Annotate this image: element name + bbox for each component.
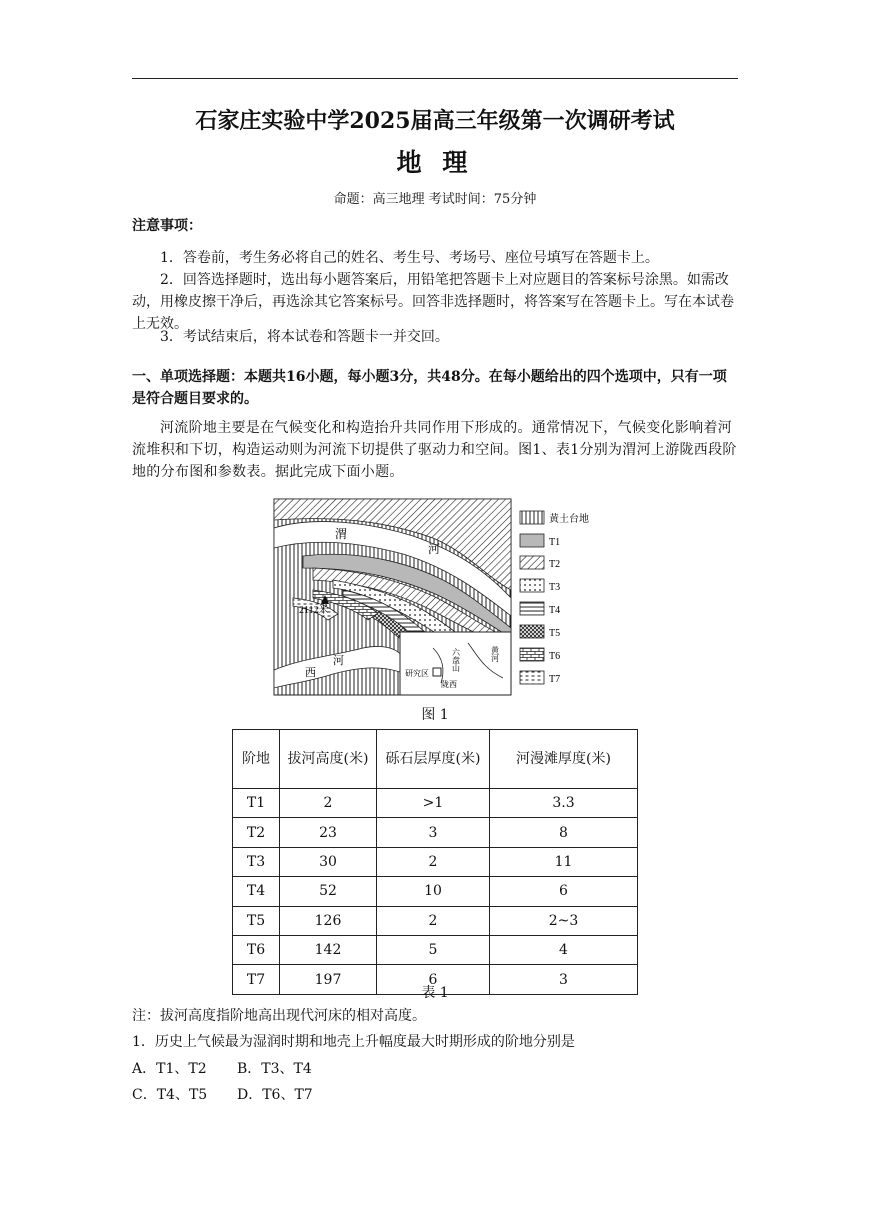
table-cell: 142 <box>280 935 377 964</box>
table-body <box>233 789 638 995</box>
legend-t3: T3 <box>549 582 561 593</box>
inset-liupan-label: 六盘山 <box>451 648 461 672</box>
xi-river-char2: 河 <box>333 654 344 667</box>
legend-t7: T7 <box>549 674 561 685</box>
notice-item-3: 3．考试结束后，将本试卷和答题卡一并交回。 <box>160 329 449 345</box>
subject-title: 地 理 <box>396 148 474 177</box>
table-cell: 126 <box>280 906 377 935</box>
table-row <box>233 818 638 847</box>
peak-label: 2112米 <box>299 605 329 616</box>
exam-meta: 命题：高三地理 考试时间：75分钟 <box>333 192 537 207</box>
legend-t4: T4 <box>549 605 561 616</box>
xi-river-char1: 西 <box>305 666 316 679</box>
table-cell: T4 <box>233 877 280 906</box>
option-c: C．T4、T5 <box>132 1087 208 1103</box>
figure-caption: 图 1 <box>421 707 449 723</box>
legend-t6: T6 <box>549 651 561 662</box>
terrace-map <box>273 498 613 698</box>
notice-item-2: 2．回答选择题时，选出每小题答案后，用铅笔把答题卡上对应题目的答案标号涂黑。如需改动，用橡皮擦干净后，再选涂其它答案标号。回答非选择题时，将答案写在答题卡上。写在本试卷上无效。 <box>132 272 734 332</box>
table-cell: 2 <box>280 789 377 818</box>
inset-study-area-label: 研究区 <box>405 669 429 678</box>
terrace-parameter-table <box>232 729 638 995</box>
table-cell: >1 <box>377 789 490 818</box>
wei-river-char1: 渭 <box>335 527 348 541</box>
question1-stem: 1．历史上气候最为湿润时期和地壳上升幅度最大时期形成的阶地分别是 <box>132 1034 575 1050</box>
col-gravel: 砾石层厚度(米) <box>377 730 490 789</box>
inset-longxi-label: 陇西 <box>441 680 457 689</box>
table-cell: 11 <box>490 847 638 876</box>
map-legend <box>520 511 589 685</box>
section1-passage: 河流阶地主要是在气候变化和构造抬升共同作用下形成的。通常情况下，气候变化影响着河流堆积和下切，构造运动则为河流下切提供了驱动力和空间。图1、表1分别为渭河上游陇西段阶地的分布图和参数表。据此完成下面小题。 <box>132 420 737 480</box>
legend-loess: 黄土台地 <box>549 514 589 525</box>
table-cell: 8 <box>490 818 638 847</box>
table-cell: 6 <box>377 965 490 994</box>
option-a: A．T1、T2 <box>132 1061 207 1077</box>
table-cell: T7 <box>233 965 280 994</box>
table-cell: 197 <box>280 965 377 994</box>
table-cell: 5 <box>377 935 490 964</box>
table-cell: 2 <box>377 906 490 935</box>
table-row <box>233 935 638 964</box>
table-row <box>233 906 638 935</box>
table-cell: T5 <box>233 906 280 935</box>
table-cell: 10 <box>377 877 490 906</box>
table-cell: 30 <box>280 847 377 876</box>
table-cell: 52 <box>280 877 377 906</box>
wei-river-char2: 河 <box>428 542 441 556</box>
exam-title: 石家庄实验中学2025届高三年级第一次调研考试 <box>195 108 675 134</box>
table-cell: 2 <box>377 847 490 876</box>
table-cell: T6 <box>233 935 280 964</box>
legend-t5: T5 <box>549 628 561 639</box>
option-d: D．T6、T7 <box>237 1087 313 1103</box>
table-cell: 3.3 <box>490 789 638 818</box>
legend-t2: T2 <box>549 559 561 570</box>
inset-huanghe-label: 黄河 <box>490 646 500 662</box>
notice-heading: 注意事项： <box>132 218 202 234</box>
table-cell: 6 <box>490 877 638 906</box>
table-header-row <box>233 730 638 789</box>
header-rule <box>132 78 738 79</box>
terrace-map-figure <box>273 498 613 698</box>
table-cell: 23 <box>280 818 377 847</box>
col-floodplain: 河漫滩厚度(米) <box>490 730 638 789</box>
table-cell: 4 <box>490 935 638 964</box>
table-note: 注：拔河高度指阶地高出现代河床的相对高度。 <box>132 1008 426 1024</box>
table-cell: 3 <box>490 965 638 994</box>
col-terrace: 阶地 <box>233 730 280 789</box>
table-cell: T3 <box>233 847 280 876</box>
table-row <box>233 877 638 906</box>
table-caption: 表 1 <box>421 985 449 1001</box>
section1-heading: 一、单项选择题：本题共16小题，每小题3分，共48分。在每小题给出的四个选项中，只有一项是符合题目要求的。 <box>132 369 727 407</box>
option-b: B．T3、T4 <box>237 1061 312 1077</box>
notice-item-1: 1．答卷前，考生务必将自己的姓名、考生号、考场号、座位号填写在答题卡上。 <box>160 250 659 266</box>
col-height: 拔河高度(米) <box>280 730 377 789</box>
table-cell: 3 <box>377 818 490 847</box>
table-cell: T1 <box>233 789 280 818</box>
table-row <box>233 847 638 876</box>
table-cell: 2~3 <box>490 906 638 935</box>
legend-t1: T1 <box>549 537 561 548</box>
table-row <box>233 789 638 818</box>
table-cell: T2 <box>233 818 280 847</box>
